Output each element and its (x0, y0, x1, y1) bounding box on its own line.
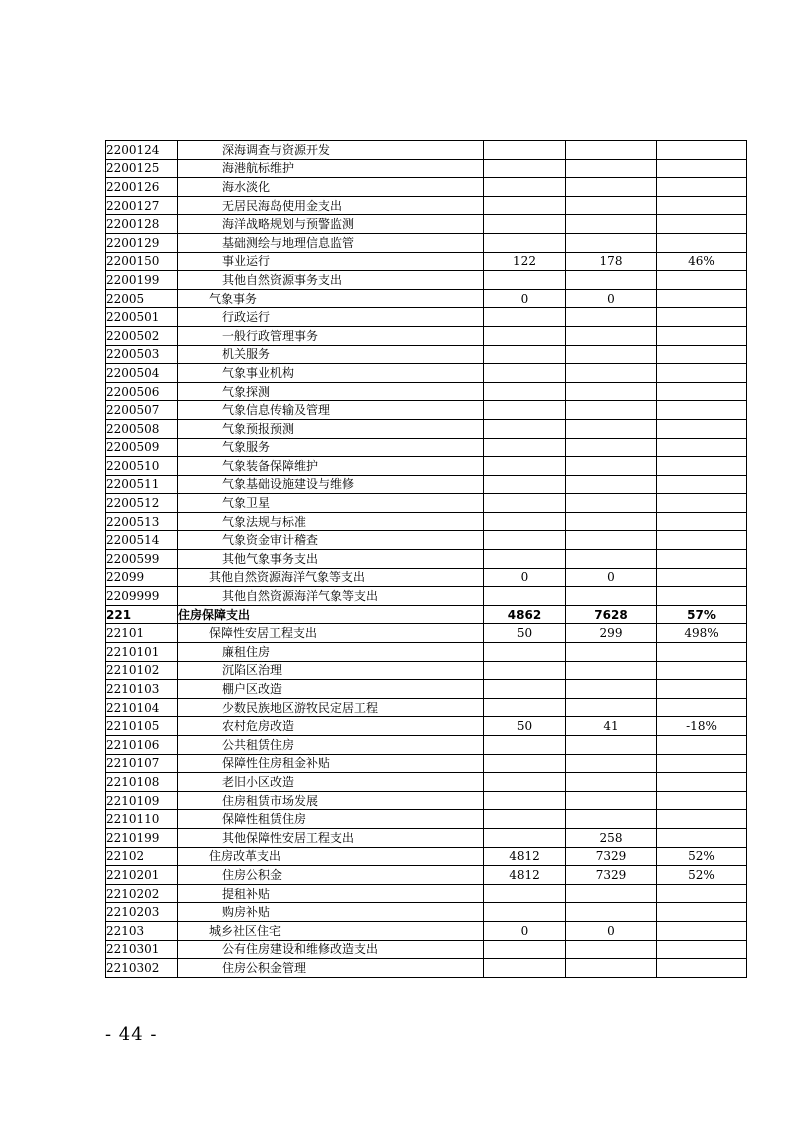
table-row (106, 959, 747, 978)
change-percent-cell (657, 233, 747, 252)
item-name-cell: 老旧小区改造 (178, 773, 484, 792)
page-number: - 44 - (105, 1024, 158, 1045)
change-percent-cell (657, 587, 747, 606)
value-1-cell (484, 345, 566, 364)
change-percent-cell (657, 810, 747, 829)
value-2-cell: 178 (566, 252, 657, 271)
table-row (106, 903, 747, 922)
change-percent-cell: 52% (657, 847, 747, 866)
table-row (106, 643, 747, 662)
item-name-cell: 机关服务 (178, 345, 484, 364)
change-percent-cell (657, 661, 747, 680)
value-1-cell: 122 (484, 252, 566, 271)
table-row (106, 605, 747, 624)
item-name-cell: 住房租赁市场发展 (178, 791, 484, 810)
account-code-cell: 2200513 (106, 512, 178, 531)
change-percent-cell (657, 531, 747, 550)
value-2-cell (566, 215, 657, 234)
account-code-cell: 2200509 (106, 438, 178, 457)
table-row (106, 866, 747, 885)
account-code-cell: 22099 (106, 568, 178, 587)
table-row (106, 196, 747, 215)
change-percent-cell (657, 401, 747, 420)
value-1-cell (484, 791, 566, 810)
account-code-cell: 2210102 (106, 661, 178, 680)
account-code-cell: 2210302 (106, 959, 178, 978)
value-1-cell (484, 419, 566, 438)
value-1-cell (484, 531, 566, 550)
item-name-cell: 海港航标维护 (178, 159, 484, 178)
change-percent-cell (657, 903, 747, 922)
account-code-cell: 2210106 (106, 736, 178, 755)
change-percent-cell (657, 921, 747, 940)
change-percent-cell (657, 159, 747, 178)
table-row (106, 550, 747, 569)
table-row (106, 791, 747, 810)
value-1-cell: 0 (484, 289, 566, 308)
table-row (106, 457, 747, 476)
table-row (106, 475, 747, 494)
value-2-cell (566, 884, 657, 903)
value-1-cell (484, 884, 566, 903)
item-name-cell: 气象信息传输及管理 (178, 401, 484, 420)
value-1-cell (484, 587, 566, 606)
account-code-cell: 2200507 (106, 401, 178, 420)
account-code-cell: 2210103 (106, 680, 178, 699)
value-1-cell (484, 736, 566, 755)
item-name-cell: 沉陷区治理 (178, 661, 484, 680)
item-name-cell: 气象事业机构 (178, 364, 484, 383)
change-percent-cell (657, 791, 747, 810)
value-1-cell (484, 382, 566, 401)
value-1-cell (484, 308, 566, 327)
value-2-cell (566, 959, 657, 978)
item-name-cell: 公共租赁住房 (178, 736, 484, 755)
value-1-cell (484, 141, 566, 160)
value-1-cell (484, 680, 566, 699)
value-1-cell (484, 326, 566, 345)
budget-table (105, 140, 747, 978)
account-code-cell: 2200126 (106, 178, 178, 197)
value-2-cell (566, 531, 657, 550)
account-code-cell: 2200150 (106, 252, 178, 271)
change-percent-cell (657, 512, 747, 531)
value-2-cell (566, 178, 657, 197)
value-2-cell (566, 457, 657, 476)
change-percent-cell (657, 754, 747, 773)
account-code-cell: 2200127 (106, 196, 178, 215)
table-row (106, 494, 747, 513)
table-row (106, 736, 747, 755)
account-code-cell: 2210107 (106, 754, 178, 773)
change-percent-cell: 52% (657, 866, 747, 885)
account-code-cell: 2200128 (106, 215, 178, 234)
value-1-cell (484, 271, 566, 290)
item-name-cell: 气象预报预测 (178, 419, 484, 438)
item-name-cell: 气象装备保障维护 (178, 457, 484, 476)
budget-table-body (106, 141, 747, 978)
value-2-cell (566, 233, 657, 252)
item-name-cell: 住房改革支出 (178, 847, 484, 866)
account-code-cell: 22101 (106, 624, 178, 643)
account-code-cell: 22103 (106, 921, 178, 940)
account-code-cell: 2210202 (106, 884, 178, 903)
value-1-cell (484, 494, 566, 513)
value-1-cell (484, 903, 566, 922)
table-row (106, 364, 747, 383)
account-code-cell: 2200506 (106, 382, 178, 401)
account-code-cell: 2200125 (106, 159, 178, 178)
value-2-cell (566, 736, 657, 755)
table-row (106, 698, 747, 717)
item-name-cell: 气象卫星 (178, 494, 484, 513)
change-percent-cell (657, 308, 747, 327)
account-code-cell: 2200514 (106, 531, 178, 550)
item-name-cell: 其他保障性安居工程支出 (178, 828, 484, 847)
value-2-cell (566, 512, 657, 531)
item-name-cell: 气象基础设施建设与维修 (178, 475, 484, 494)
table-row (106, 531, 747, 550)
account-code-cell: 2200501 (106, 308, 178, 327)
value-1-cell (484, 940, 566, 959)
account-code-cell: 2200510 (106, 457, 178, 476)
value-2-cell (566, 141, 657, 160)
item-name-cell: 购房补贴 (178, 903, 484, 922)
change-percent-cell (657, 828, 747, 847)
value-1-cell (484, 457, 566, 476)
change-percent-cell (657, 326, 747, 345)
value-2-cell (566, 326, 657, 345)
value-2-cell (566, 773, 657, 792)
value-2-cell: 7628 (566, 605, 657, 624)
table-row (106, 847, 747, 866)
value-1-cell (484, 438, 566, 457)
value-2-cell (566, 643, 657, 662)
change-percent-cell (657, 940, 747, 959)
value-2-cell (566, 550, 657, 569)
value-2-cell (566, 810, 657, 829)
account-code-cell: 2210110 (106, 810, 178, 829)
item-name-cell: 气象法规与标准 (178, 512, 484, 531)
value-2-cell (566, 698, 657, 717)
value-2-cell (566, 680, 657, 699)
item-name-cell: 保障性住房租金补贴 (178, 754, 484, 773)
account-code-cell: 2200124 (106, 141, 178, 160)
item-name-cell: 基础测绘与地理信息监管 (178, 233, 484, 252)
account-code-cell: 2200512 (106, 494, 178, 513)
account-code-cell: 22102 (106, 847, 178, 866)
item-name-cell: 一般行政管理事务 (178, 326, 484, 345)
value-1-cell (484, 643, 566, 662)
value-2-cell (566, 475, 657, 494)
value-2-cell: 299 (566, 624, 657, 643)
value-2-cell (566, 419, 657, 438)
account-code-cell: 2200511 (106, 475, 178, 494)
account-code-cell: 2210101 (106, 643, 178, 662)
table-row (106, 159, 747, 178)
value-1-cell (484, 364, 566, 383)
account-code-cell: 2200508 (106, 419, 178, 438)
value-1-cell (484, 698, 566, 717)
item-name-cell: 公有住房建设和维修改造支出 (178, 940, 484, 959)
table-row (106, 680, 747, 699)
value-2-cell (566, 308, 657, 327)
change-percent-cell (657, 643, 747, 662)
change-percent-cell (657, 568, 747, 587)
value-1-cell (484, 773, 566, 792)
account-code-cell: 2200502 (106, 326, 178, 345)
table-row (106, 326, 747, 345)
value-2-cell (566, 196, 657, 215)
change-percent-cell (657, 550, 747, 569)
table-row (106, 921, 747, 940)
value-1-cell (484, 810, 566, 829)
account-code-cell: 2210108 (106, 773, 178, 792)
value-1-cell (484, 196, 566, 215)
account-code-cell: 2200503 (106, 345, 178, 364)
value-2-cell (566, 903, 657, 922)
value-1-cell (484, 159, 566, 178)
account-code-cell: 2210104 (106, 698, 178, 717)
table-row (106, 512, 747, 531)
table-row (106, 568, 747, 587)
item-name-cell: 无居民海岛使用金支出 (178, 196, 484, 215)
item-name-cell: 其他自然资源事务支出 (178, 271, 484, 290)
value-1-cell (484, 215, 566, 234)
account-code-cell: 2210201 (106, 866, 178, 885)
table-row (106, 252, 747, 271)
table-row (106, 141, 747, 160)
value-2-cell: 258 (566, 828, 657, 847)
table-row (106, 215, 747, 234)
change-percent-cell (657, 736, 747, 755)
account-code-cell: 221 (106, 605, 178, 624)
table-row (106, 233, 747, 252)
value-1-cell: 50 (484, 624, 566, 643)
table-row (106, 773, 747, 792)
value-2-cell: 0 (566, 289, 657, 308)
value-2-cell: 7329 (566, 847, 657, 866)
item-name-cell: 气象事务 (178, 289, 484, 308)
item-name-cell: 棚户区改造 (178, 680, 484, 699)
item-name-cell: 行政运行 (178, 308, 484, 327)
table-row (106, 717, 747, 736)
value-2-cell (566, 754, 657, 773)
account-code-cell: 2210301 (106, 940, 178, 959)
change-percent-cell (657, 680, 747, 699)
value-2-cell (566, 382, 657, 401)
change-percent-cell (657, 773, 747, 792)
account-code-cell: 2210105 (106, 717, 178, 736)
item-name-cell: 城乡社区住宅 (178, 921, 484, 940)
value-1-cell (484, 661, 566, 680)
table-row (106, 401, 747, 420)
account-code-cell: 2210199 (106, 828, 178, 847)
item-name-cell: 其他气象事务支出 (178, 550, 484, 569)
item-name-cell: 其他自然资源海洋气象等支出 (178, 587, 484, 606)
change-percent-cell: 46% (657, 252, 747, 271)
table-row (106, 828, 747, 847)
change-percent-cell (657, 215, 747, 234)
item-name-cell: 廉租住房 (178, 643, 484, 662)
item-name-cell: 保障性安居工程支出 (178, 624, 484, 643)
change-percent-cell (657, 364, 747, 383)
item-name-cell: 住房保障支出 (178, 605, 484, 624)
value-2-cell (566, 791, 657, 810)
table-row (106, 308, 747, 327)
account-code-cell: 2200599 (106, 550, 178, 569)
value-1-cell (484, 178, 566, 197)
table-row (106, 178, 747, 197)
value-2-cell (566, 271, 657, 290)
item-name-cell: 其他自然资源海洋气象等支出 (178, 568, 484, 587)
item-name-cell: 气象服务 (178, 438, 484, 457)
value-1-cell: 4812 (484, 847, 566, 866)
table-row (106, 754, 747, 773)
change-percent-cell (657, 884, 747, 903)
value-1-cell (484, 959, 566, 978)
value-1-cell: 0 (484, 921, 566, 940)
change-percent-cell: -18% (657, 717, 747, 736)
change-percent-cell (657, 289, 747, 308)
value-2-cell: 0 (566, 921, 657, 940)
account-code-cell: 2200129 (106, 233, 178, 252)
value-1-cell (484, 475, 566, 494)
value-1-cell: 0 (484, 568, 566, 587)
account-code-cell: 2200199 (106, 271, 178, 290)
change-percent-cell (657, 438, 747, 457)
item-name-cell: 气象资金审计稽查 (178, 531, 484, 550)
value-1-cell (484, 550, 566, 569)
change-percent-cell (657, 419, 747, 438)
value-1-cell (484, 401, 566, 420)
item-name-cell: 事业运行 (178, 252, 484, 271)
item-name-cell: 住房公积金 (178, 866, 484, 885)
table-row (106, 661, 747, 680)
account-code-cell: 2210109 (106, 791, 178, 810)
value-2-cell (566, 401, 657, 420)
value-2-cell (566, 345, 657, 364)
table-row (106, 345, 747, 364)
value-2-cell: 41 (566, 717, 657, 736)
change-percent-cell (657, 457, 747, 476)
value-2-cell (566, 494, 657, 513)
table-row (106, 271, 747, 290)
value-2-cell (566, 587, 657, 606)
value-1-cell (484, 828, 566, 847)
item-name-cell: 深海调查与资源开发 (178, 141, 484, 160)
table-row (106, 438, 747, 457)
change-percent-cell (657, 698, 747, 717)
change-percent-cell (657, 178, 747, 197)
value-2-cell (566, 159, 657, 178)
change-percent-cell (657, 382, 747, 401)
value-2-cell (566, 940, 657, 959)
value-1-cell: 4862 (484, 605, 566, 624)
item-name-cell: 提租补贴 (178, 884, 484, 903)
value-2-cell: 0 (566, 568, 657, 587)
change-percent-cell (657, 196, 747, 215)
account-code-cell: 2210203 (106, 903, 178, 922)
change-percent-cell (657, 959, 747, 978)
account-code-cell: 22005 (106, 289, 178, 308)
item-name-cell: 农村危房改造 (178, 717, 484, 736)
value-1-cell: 4812 (484, 866, 566, 885)
change-percent-cell: 498% (657, 624, 747, 643)
table-row (106, 884, 747, 903)
change-percent-cell: 57% (657, 605, 747, 624)
value-1-cell (484, 233, 566, 252)
item-name-cell: 少数民族地区游牧民定居工程 (178, 698, 484, 717)
change-percent-cell (657, 141, 747, 160)
change-percent-cell (657, 475, 747, 494)
table-row (106, 419, 747, 438)
table-row (106, 382, 747, 401)
value-1-cell: 50 (484, 717, 566, 736)
value-2-cell (566, 661, 657, 680)
value-2-cell (566, 364, 657, 383)
table-row (106, 624, 747, 643)
change-percent-cell (657, 494, 747, 513)
value-2-cell: 7329 (566, 866, 657, 885)
value-2-cell (566, 438, 657, 457)
item-name-cell: 气象探测 (178, 382, 484, 401)
account-code-cell: 2200504 (106, 364, 178, 383)
table-row (106, 289, 747, 308)
table-row (106, 587, 747, 606)
item-name-cell: 海洋战略规划与预警监测 (178, 215, 484, 234)
item-name-cell: 保障性租赁住房 (178, 810, 484, 829)
table-row (106, 940, 747, 959)
change-percent-cell (657, 345, 747, 364)
item-name-cell: 住房公积金管理 (178, 959, 484, 978)
table-row (106, 810, 747, 829)
value-1-cell (484, 754, 566, 773)
change-percent-cell (657, 271, 747, 290)
account-code-cell: 2209999 (106, 587, 178, 606)
value-1-cell (484, 512, 566, 531)
item-name-cell: 海水淡化 (178, 178, 484, 197)
